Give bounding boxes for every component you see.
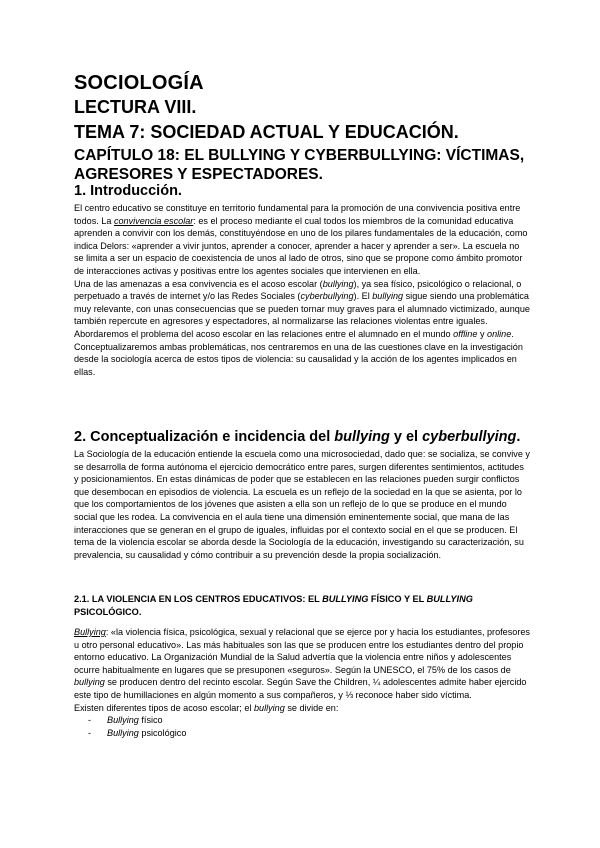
bullying-types-list — [74, 714, 530, 739]
section-2-body — [74, 448, 530, 561]
section-1-heading: 1. Introducción. — [74, 183, 182, 199]
section-2-paragraph: La Sociología de la educación entiende la escuela como una microsociedad, dado que: se socializa, se convive y se desarrolla de forma autónoma el ejercicio democrático entre pares, surgen diferentes sentimientos, actitudes y posicionamientos. En estas dinámicas de poder que se establecen en las relaciones pueden surgir conflictos que desembocan en episodios de violencia. La escuela es un reflejo de la sociedad en la que se asienta, por lo que los comportamientos de los jóvenes que asisten a ella son un reflejo de lo que se produce en el mundo social que les rodea. La convivencia en el aula tiene una dimensión eminentemente social, que mana de las interacciones que se generan en el grupo de iguales, influidas por el contexto social en el que se producen. El tema de la violencia escolar se aborda desde la Sociología de la educación, investigando su caracterización, su prevalencia, su causalidad y cómo contribuir a su prevención desde la propia socialización. — [74, 449, 530, 560]
convivencia-term: convivencia escolar — [113, 215, 194, 226]
intro-paragraph-3: Abordaremos el problema del acoso escolar en las relaciones entre el alumnado en el mundo offline y online. Conceptualizaremos ambas problemáticas, nos centraremos en una de las cuestiones clave en la investigación desde la sociología acerca de estos tipos de violencia: su causalidad y la acción de los agentes implicados en ellas. — [74, 328, 523, 377]
section-2-heading: 2. Conceptualización e incidencia del bullying y el cyberbullying. — [74, 429, 521, 445]
list-item: - Bullying psicológico — [88, 727, 187, 738]
bullying-definition: Bullying: «la violencia física, psicológica, sexual y relacional que se ejerce por y hacia los estudiantes, profesores u otro personal educativo». Las más habituales son las que se producen entre los estudiantes dentro del propio entorno educativo. La Organización Mundial de la Salud advertía que la violencia entre niños y adolescentes ocurre habitualmente en lugares que se presuponen «seguros». Según la UNESCO, el 75% de los casos de bullying se producen dentro del recinto escolar. Según Save the Children, ¼ adolescentes admite haber ejercido este tipo de humillaciones en algún momento a sus compañeros, y ⅓ reconoce haber sido víctima. — [74, 627, 530, 700]
document-title: SOCIOLOGÍA — [74, 72, 204, 94]
bullying-term: Bullying — [74, 627, 106, 637]
capitulo-heading: CAPÍTULO 18: EL BULLYING Y CYBERBULLYING: VÍCTIMAS, AGRESORES Y ESPECTADORES. — [74, 147, 525, 183]
tema-heading: TEMA 7: SOCIEDAD ACTUAL Y EDUCACIÓN. — [74, 122, 459, 142]
lectura-heading: LECTURA VIII. — [74, 97, 197, 117]
section-2-1-heading: 2.1. LA VIOLENCIA EN LOS CENTROS EDUCATIVOS: EL BULLYING FÍSICO Y EL BULLYING PSICOLÓGICO. — [74, 594, 473, 617]
section-1-body — [74, 202, 530, 378]
section-2-1-body — [74, 626, 530, 739]
bullying-types-intro: Existen diferentes tipos de acoso escolar; el bullying se divide en: — [74, 702, 339, 713]
list-item: - Bullying físico — [88, 715, 163, 726]
intro-paragraph-2: Una de las amenazas a esa convivencia es el acoso escolar (bullying), ya sea físico, psicológico o relacional, o perpetuado a través de internet y/o las Redes Sociales (cyberbullying). El bullying sigue siendo una problemática muy relevante, con unas consecuencias que se pueden tornar muy graves para el alumnado victimizado, aunque también repercute en agresores y espectadores, al normalizarse las relaciones violentas entre iguales. — [74, 278, 530, 327]
intro-paragraph-1: El centro educativo se constituye en territorio fundamental para la promoción de una convivencia positiva entre todos. La convivencia escolar: es el proceso mediante el cual todos los miembros de la comunidad educativa aprenden a convivir con los demás, constituyéndose en uno de los pilares fundamentales de la educación, como indica Delors: «aprender a vivir juntos, aprender a conocer, aprender a hacer y aprender a ser». La escuela no se limita a ser un espacio de coexistencia de unos al lado de otros, sino que se propone como ámbito promotor de interacciones activas y positivas entre los agentes sociales que intervienen en ella. — [74, 203, 528, 276]
